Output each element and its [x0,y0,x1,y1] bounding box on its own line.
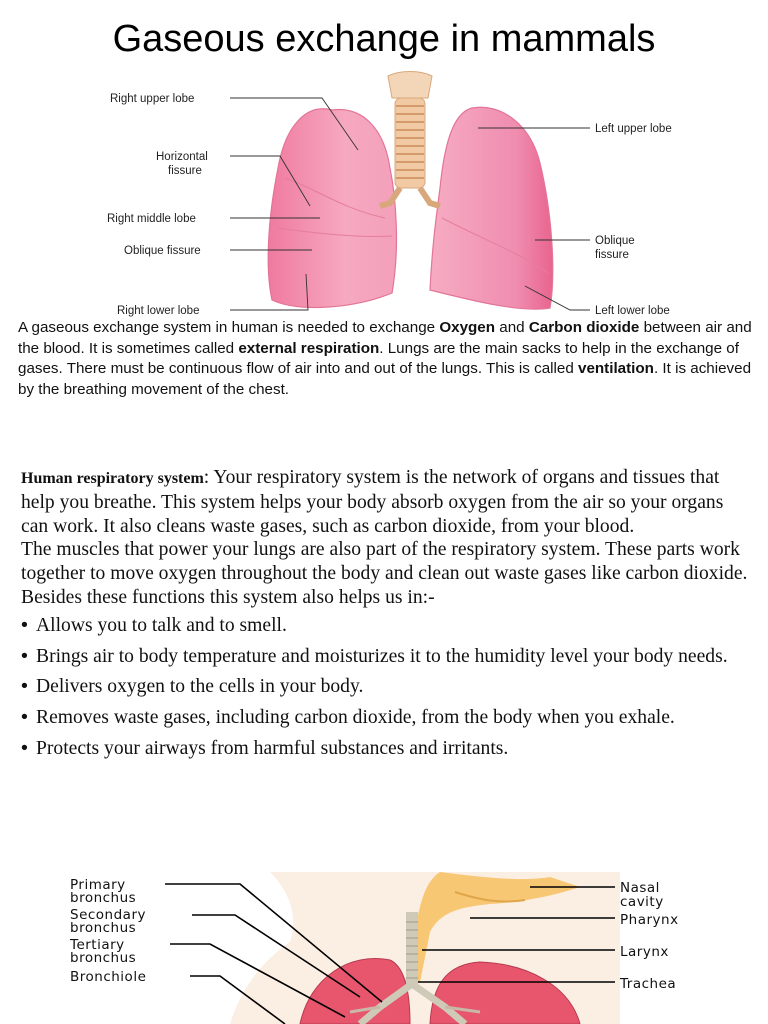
label-left-upper-lobe: Left upper lobe [595,123,672,135]
list-item: • Allows you to talk and to smell. [21,613,287,636]
right-lung [268,109,396,308]
label-secondary-2: bronchus [70,920,137,936]
left-lung [430,107,553,309]
label-nasal-2: cavity [620,894,664,910]
list-item: • Brings air to body temperature and moisturizes it to the humidity level your body needs. [21,644,728,667]
label-bronchiole: Bronchiole [70,969,147,985]
list-item: • Protects your airways from harmful substances and irritants. [21,736,509,759]
lung-diagram [100,68,720,320]
label-tertiary-2: bronchus [70,950,137,966]
label-oblique-fissure: Oblique fissure [124,245,201,257]
function-list [21,614,751,761]
label-tertiary-1: Tertiary [70,937,125,953]
intro-paragraph: A gaseous exchange system in human is needed to exchange Oxygen and Carbon dioxide between air and the blood. It is sometimes called external respiration. Lungs are the main sacks to help in the exchange of gases. There must be continuous flow of air into and out of the lungs. This is called ventilation. It is achieved by the breathing movement of the chest. [18,319,752,398]
label-larynx: Larynx [620,944,669,960]
label-right-lower-lobe: Right lower lobe [117,305,200,317]
label-horizontal-fissure-2: fissure [168,165,202,177]
list-item: • Delivers oxygen to the cells in your body. [21,675,364,698]
label-right-middle-lobe: Right middle lobe [107,213,196,225]
label-horizontal-fissure-1: Horizontal [156,151,208,163]
label-primary-1: Primary [70,877,126,893]
page-title: Gaseous exchange in mammals [112,18,656,60]
label-left-lower-lobe: Left lower lobe [595,305,670,317]
label-oblique-1: Oblique [595,235,635,247]
label-trachea: Trachea [620,976,677,992]
label-right-upper-lobe: Right upper lobe [110,93,195,105]
label-oblique-2: fissure [595,249,629,261]
respiratory-paragraph-1: Human respiratory system: Your respiratory system is the network of organs and tissues that help you breathe. This system helps your body absorb oxygen from the air so your organs can work. It also cleans waste gases, such as carbon dioxide, from your blood. [21,467,724,537]
label-pharynx: Pharynx [620,912,679,928]
respiratory-diagram [60,872,740,1024]
label-secondary-1: Secondary [70,907,146,923]
respiratory-heading: Human respiratory system [21,470,204,487]
list-item: • Removes waste gases, including carbon dioxide, from the body when you exhale. [21,706,675,729]
label-primary-2: bronchus [70,890,137,906]
respiratory-section [21,466,751,768]
respiratory-paragraph-2: The muscles that power your lungs are also part of the respiratory system. These parts work together to move oxygen throughout the body and clean out waste gases like carbon dioxide. Besides these functions this system also helps us in:- [21,539,748,608]
label-nasal-1: Nasal [620,880,660,896]
